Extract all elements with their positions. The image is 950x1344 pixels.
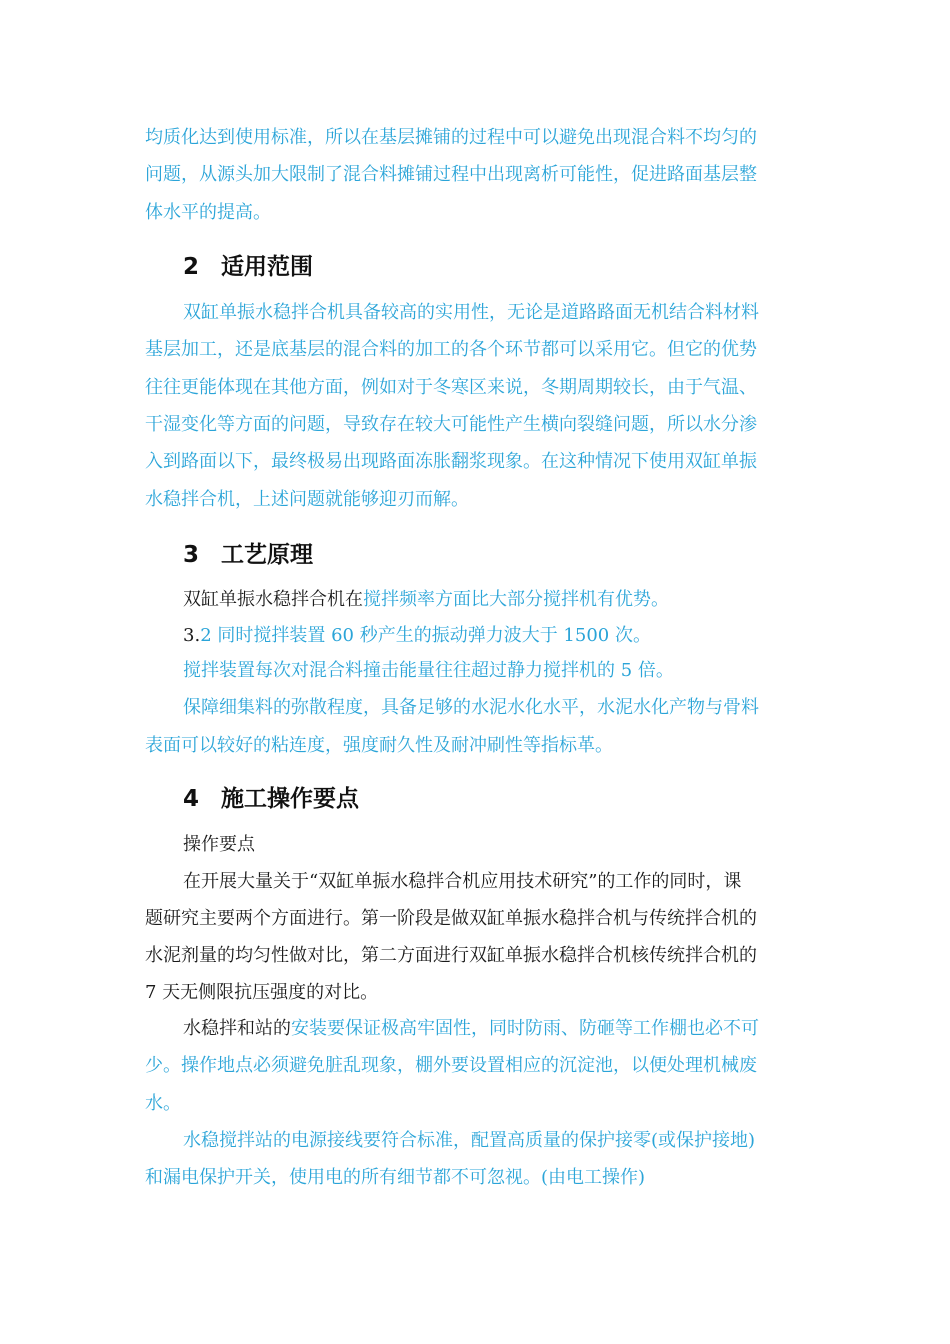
section-4-p3-line-2: 和漏电保护开关，使用电的所有细节都不可忽视。(由电工操作) <box>145 1167 646 1188</box>
section-3-p4-line-2: 表面可以较好的粘连度，强度耐久性及耐冲刷性等指标革。 <box>145 735 613 756</box>
section-3-p2-blue: 2 同时搅拌装置 60 秒产生的振动弹力波大于 1500 次。 <box>200 625 651 646</box>
section-4-p1-line-4: 7 天无侧限抗压强度的对比。 <box>145 982 379 1003</box>
intro-line-3: 体水平的提高。 <box>145 202 271 223</box>
section-4-p3-line-1: 水稳搅拌站的电源接线要符合标准，配置高质量的保护接零(或保护接地) <box>183 1130 756 1151</box>
section-4-p2-line-3: 水。 <box>145 1093 181 1114</box>
section-4-p1-line-2: 题研究主要两个方面进行。第一阶段是做双缸单振水稳拌合机与传统拌合机的 <box>145 908 757 929</box>
section-2-line-4: 干湿变化等方面的问题，导致存在较大可能性产生横向裂缝问题，所以水分渗 <box>145 414 757 435</box>
section-3-title: 工艺原理 <box>221 542 313 568</box>
section-2-line-1: 双缸单振水稳拌合机具备较高的实用性，无论是道路路面无机结合料材料 <box>183 302 759 323</box>
section-4-heading <box>183 780 359 813</box>
intro-line-1: 均质化达到使用标准，所以在基层摊铺的过程中可以避免出现混合料不均匀的 <box>145 127 757 148</box>
intro-line-2: 问题，从源头加大限制了混合料摊铺过程中出现离析可能性，促进路面基层整 <box>145 164 757 185</box>
section-4-p2-line-2: 少。操作地点必须避免脏乱现象，棚外要设置相应的沉淀池，以便处理机械废 <box>145 1055 757 1076</box>
section-4-p2-line-1 <box>183 1019 759 1039</box>
section-3-paragraph-2 <box>183 626 651 646</box>
section-3-p1-blue: 搅拌频率方面比大部分搅拌机有优势。 <box>363 589 669 610</box>
section-2-heading <box>183 248 313 281</box>
section-3-p4-line-1: 保障细集料的弥散程度，具备足够的水泥水化水平，水泥水化产物与骨料 <box>183 697 759 718</box>
section-4-title: 施工操作要点 <box>221 786 359 812</box>
section-2-line-5: 入到路面以下，最终极易出现路面冻胀翻浆现象。在这种情况下使用双缸单振 <box>145 451 757 472</box>
section-4-p1-line-1: 在开展大量关于“双缸单振水稳拌合机应用技术研究”的工作的同时，课 <box>183 871 742 892</box>
section-4-p2-black: 水稳拌和站的 <box>183 1018 291 1039</box>
section-3-heading <box>183 536 313 569</box>
section-2-line-2: 基层加工，还是底基层的混合料的加工的各个环节都可以采用它。但它的优势 <box>145 339 757 360</box>
section-3-number: 3 <box>183 542 200 568</box>
section-2-line-6: 水稳拌合机，上述问题就能够迎刃而解。 <box>145 489 469 510</box>
section-3-paragraph-1 <box>183 590 669 610</box>
section-3-paragraph-3: 搅拌装置每次对混合料撞击能量往往超过静力搅拌机的 5 倍。 <box>183 660 674 681</box>
section-4-p2-blue: 安装要保证极高牢固性，同时防雨、防砸等工作棚也必不可 <box>291 1018 759 1039</box>
section-3-p1-black: 双缸单振水稳拌合机在 <box>183 589 363 610</box>
section-4-number: 4 <box>183 786 200 812</box>
section-3-p2-black: 3. <box>183 625 201 646</box>
section-2-line-3: 往往更能体现在其他方面，例如对于冬寒区来说，冬期周期较长，由于气温、 <box>145 377 757 398</box>
section-2-number: 2 <box>183 254 200 280</box>
section-4-p1-line-3: 水泥剂量的均匀性做对比，第二方面进行双缸单振水稳拌合机核传统拌合机的 <box>145 945 757 966</box>
section-2-title: 适用范围 <box>221 254 313 280</box>
section-4-subtitle: 操作要点 <box>183 834 255 855</box>
